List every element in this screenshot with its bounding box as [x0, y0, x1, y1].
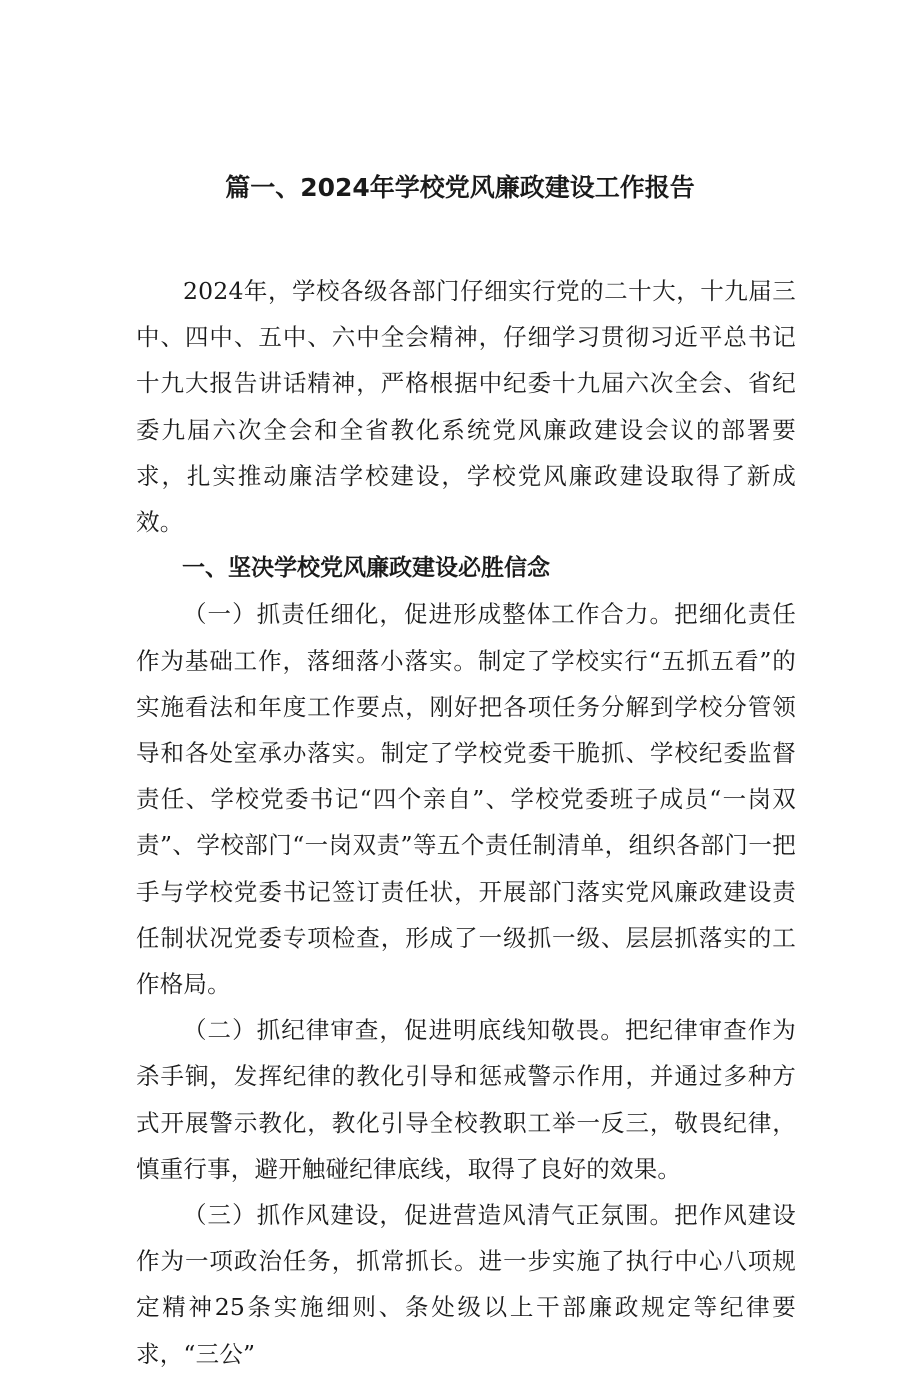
- intro-paragraph: 2024年，学校各级各部门仔细实行党的二十大，十九届三中、四中、五中、六中全会精神，仔细学习贯彻习近平总书记十九大报告讲话精神，严格根据中纪委十九届六次全会、省纪委九届六次全会和全省教化系统党风廉政建设会议的部署要求，扎实推动廉洁学校建设，学校党风廉政建设取得了新成效。: [136, 277, 796, 537]
- item-paragraph-2: （二）抓纪律审查，促进明底线知敬畏。把纪律审查作为杀手锏，发挥纪律的教化引导和惩戒警示作用，并通过多种方式开展警示教化，教化引导全校教职工举一反三，敬畏纪律，慎重行事，避开触碰纪律底线，取得了良好的效果。: [136, 1016, 796, 1183]
- section-heading-1: 一、坚决学校党风廉政建设必胜信念: [182, 555, 550, 582]
- item-paragraph-1: （一）抓责任细化，促进形成整体工作合力。把细化责任作为基础工作，落细落小落实。制定了学校实行“五抓五看”的实施看法和年度工作要点，刚好把各项任务分解到学校分管领导和各处室承办落实。制定了学校党委干脆抓、学校纪委监督责任、学校党委书记“四个亲自”、学校党委班子成员“一岗双责”、学校部门“一岗双责”等五个责任制清单，组织各部门一把手与学校党委书记签订责任状，开展部门落实党风廉政建设责任制状况党委专项检查，形成了一级抓一级、层层抓落实的工作格局。: [136, 600, 796, 999]
- item-paragraph-3: （三）抓作风建设，促进营造风清气正氛围。把作风建设作为一项政治任务，抓常抓长。进一步实施了执行中心八项规定精神25条实施细则、条处级以上干部廉政规定等纪律要求，“三公”: [136, 1201, 796, 1368]
- document-title: 篇一、2024年学校党风廉政建设工作报告: [225, 173, 695, 202]
- document-body: [136, 268, 796, 1377]
